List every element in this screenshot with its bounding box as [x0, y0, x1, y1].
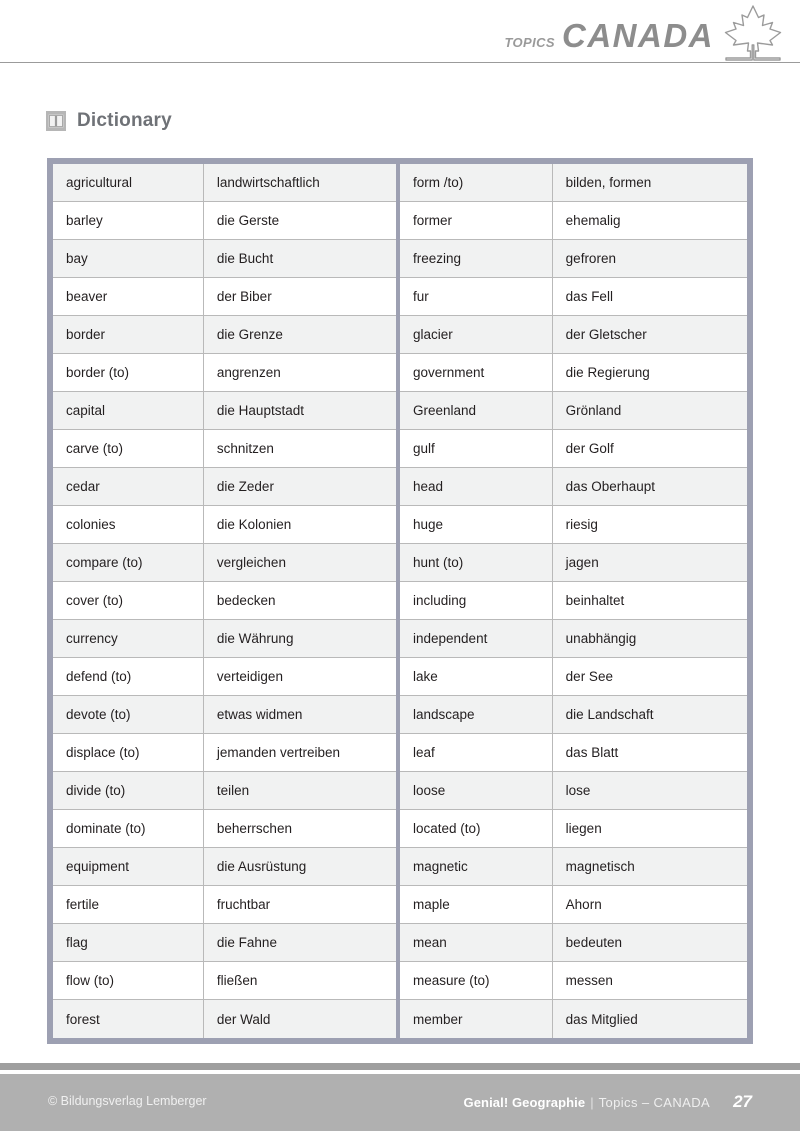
- dictionary-translation: ehemalig: [565, 213, 621, 228]
- dictionary-term: currency: [53, 620, 204, 657]
- footer-separator: |: [590, 1095, 594, 1110]
- dictionary-term: independent: [400, 620, 553, 657]
- header-country-label: CANADA: [562, 17, 714, 54]
- dictionary-row: [400, 430, 747, 468]
- dictionary-translation: bedecken: [216, 593, 276, 608]
- dictionary-term: member: [400, 1000, 553, 1038]
- dictionary-term: including: [400, 582, 553, 619]
- dictionary-term: cedar: [53, 468, 204, 505]
- dictionary-translation: der Gletscher: [565, 327, 647, 342]
- dictionary-term: glacier: [400, 316, 553, 353]
- dictionary-row: [53, 506, 396, 544]
- dictionary-row: [400, 164, 747, 202]
- page-header: [0, 0, 800, 63]
- dictionary-translation: magnetisch: [565, 859, 635, 874]
- dictionary-term: divide (to): [53, 772, 204, 809]
- dictionary-translation: angrenzen: [216, 365, 281, 380]
- dictionary-term: colonies: [53, 506, 204, 543]
- dictionary-term: fertile: [53, 886, 204, 923]
- dictionary-table: [47, 158, 753, 1044]
- dictionary-term: forest: [53, 1000, 204, 1038]
- dictionary-row: [400, 468, 747, 506]
- dictionary-translation: die Kolonien: [216, 517, 292, 532]
- dictionary-row: [400, 734, 747, 772]
- dictionary-row: [400, 582, 747, 620]
- dictionary-term: measure (to): [400, 962, 553, 999]
- dictionary-term: lake: [400, 658, 553, 695]
- dictionary-row: [53, 886, 396, 924]
- dictionary-term: defend (to): [53, 658, 204, 695]
- dictionary-row: [53, 164, 396, 202]
- dictionary-row: [400, 506, 747, 544]
- dictionary-term: former: [400, 202, 553, 239]
- dictionary-term: fur: [400, 278, 553, 315]
- dictionary-term: magnetic: [400, 848, 553, 885]
- dictionary-row: [53, 430, 396, 468]
- header-brand: [504, 17, 714, 55]
- footer-copyright: © Bildungsverlag Lemberger: [48, 1094, 207, 1108]
- dictionary-term: barley: [53, 202, 204, 239]
- dictionary-translation: fließen: [216, 973, 258, 988]
- dictionary-translation: die Hauptstadt: [216, 403, 304, 418]
- dictionary-row: [53, 924, 396, 962]
- dictionary-translation: vergleichen: [216, 555, 286, 570]
- maple-leaf-icon: [722, 3, 784, 61]
- dictionary-translation: riesig: [565, 517, 598, 532]
- dictionary-term: flag: [53, 924, 204, 961]
- book-icon: [46, 111, 66, 131]
- dictionary-translation: gefroren: [565, 251, 616, 266]
- dictionary-term: dominate (to): [53, 810, 204, 847]
- dictionary-row: [53, 316, 396, 354]
- dictionary-row: [53, 658, 396, 696]
- dictionary-term: flow (to): [53, 962, 204, 999]
- header-topics-label: TOPICS: [504, 35, 555, 50]
- dictionary-row: [53, 468, 396, 506]
- dictionary-term: leaf: [400, 734, 553, 771]
- dictionary-translation: der Golf: [565, 441, 614, 456]
- dictionary-translation: Grönland: [565, 403, 622, 418]
- dictionary-row: [400, 848, 747, 886]
- dictionary-term: displace (to): [53, 734, 204, 771]
- dictionary-translation: etwas widmen: [216, 707, 303, 722]
- dictionary-translation: fruchtbar: [216, 897, 271, 912]
- dictionary-translation: das Mitglied: [565, 1011, 638, 1027]
- dictionary-row: [53, 696, 396, 734]
- dictionary-row: [400, 392, 747, 430]
- dictionary-translation: jagen: [565, 555, 599, 570]
- dictionary-row: [53, 848, 396, 886]
- dictionary-row: [53, 1000, 396, 1038]
- dictionary-translation: unabhängig: [565, 631, 637, 646]
- dictionary-row: [53, 354, 396, 392]
- dictionary-row: [400, 1000, 747, 1038]
- dictionary-column-left: [53, 164, 400, 1038]
- dictionary-row: [400, 354, 747, 392]
- dictionary-term: freezing: [400, 240, 553, 277]
- dictionary-row: [53, 392, 396, 430]
- dictionary-term: loose: [400, 772, 553, 809]
- dictionary-translation: beherrschen: [216, 821, 292, 836]
- dictionary-translation: die Währung: [216, 631, 294, 646]
- footer-series-title: Genial! Geographie: [463, 1095, 586, 1110]
- dictionary-translation: beinhaltet: [565, 593, 625, 608]
- dictionary-translation: Ahorn: [565, 897, 602, 912]
- dictionary-term: head: [400, 468, 553, 505]
- dictionary-row: [400, 924, 747, 962]
- dictionary-translation: lose: [565, 783, 591, 798]
- footer-top-bar: [0, 1063, 800, 1070]
- dictionary-row: [400, 202, 747, 240]
- dictionary-column-right: [400, 164, 747, 1038]
- dictionary-row: [53, 278, 396, 316]
- dictionary-term: compare (to): [53, 544, 204, 581]
- page-title: Dictionary: [77, 110, 172, 131]
- dictionary-term: equipment: [53, 848, 204, 885]
- dictionary-translation: bilden, formen: [565, 175, 652, 190]
- dictionary-translation: der Biber: [216, 289, 272, 304]
- dictionary-term: form /to): [400, 164, 553, 201]
- dictionary-row: [400, 316, 747, 354]
- dictionary-term: landscape: [400, 696, 553, 733]
- footer-meta: [463, 1092, 752, 1112]
- dictionary-translation: die Zeder: [216, 479, 274, 494]
- dictionary-row: [400, 810, 747, 848]
- dictionary-translation: bedeuten: [565, 935, 622, 950]
- section-header-dictionary: [46, 110, 172, 132]
- dictionary-translation: jemanden vertreiben: [216, 745, 340, 760]
- footer-subject: Topics – CANADA: [598, 1095, 711, 1110]
- dictionary-term: cover (to): [53, 582, 204, 619]
- dictionary-row: [400, 962, 747, 1000]
- dictionary-translation: das Oberhaupt: [565, 479, 655, 494]
- footer-page-number: 27: [733, 1092, 752, 1111]
- dictionary-translation: die Ausrüstung: [216, 859, 307, 874]
- dictionary-translation: die Landschaft: [565, 707, 654, 722]
- dictionary-term: huge: [400, 506, 553, 543]
- dictionary-row: [400, 696, 747, 734]
- dictionary-term: mean: [400, 924, 553, 961]
- dictionary-translation: landwirtschaftlich: [216, 175, 320, 190]
- dictionary-term: government: [400, 354, 553, 391]
- dictionary-row: [53, 240, 396, 278]
- dictionary-translation: schnitzen: [216, 441, 274, 456]
- dictionary-translation: die Fahne: [216, 935, 277, 950]
- dictionary-term: capital: [53, 392, 204, 429]
- dictionary-row: [400, 278, 747, 316]
- dictionary-term: carve (to): [53, 430, 204, 467]
- dictionary-row: [400, 544, 747, 582]
- dictionary-term: hunt (to): [400, 544, 553, 581]
- dictionary-term: beaver: [53, 278, 204, 315]
- dictionary-term: border: [53, 316, 204, 353]
- dictionary-row: [53, 582, 396, 620]
- dictionary-row: [53, 810, 396, 848]
- dictionary-term: border (to): [53, 354, 204, 391]
- header-divider: [0, 62, 800, 63]
- dictionary-term: located (to): [400, 810, 553, 847]
- dictionary-row: [53, 544, 396, 582]
- dictionary-row: [53, 962, 396, 1000]
- dictionary-translation: der Wald: [216, 1011, 271, 1027]
- dictionary-row: [400, 658, 747, 696]
- dictionary-row: [53, 202, 396, 240]
- dictionary-row: [53, 734, 396, 772]
- dictionary-translation: messen: [565, 973, 613, 988]
- dictionary-translation: die Bucht: [216, 251, 274, 266]
- dictionary-translation: der See: [565, 669, 613, 684]
- dictionary-row: [400, 240, 747, 278]
- dictionary-translation: die Regierung: [565, 365, 650, 380]
- dictionary-term: agricultural: [53, 164, 204, 201]
- dictionary-translation: verteidigen: [216, 669, 283, 684]
- dictionary-row: [400, 886, 747, 924]
- dictionary-term: Greenland: [400, 392, 553, 429]
- dictionary-translation: das Fell: [565, 289, 613, 304]
- dictionary-row: [53, 772, 396, 810]
- dictionary-term: gulf: [400, 430, 553, 467]
- dictionary-term: bay: [53, 240, 204, 277]
- dictionary-translation: liegen: [565, 821, 602, 836]
- dictionary-translation: die Gerste: [216, 213, 280, 228]
- dictionary-translation: das Blatt: [565, 745, 619, 760]
- dictionary-term: maple: [400, 886, 553, 923]
- dictionary-translation: teilen: [216, 783, 250, 798]
- dictionary-row: [400, 620, 747, 658]
- dictionary-translation: die Grenze: [216, 327, 283, 342]
- dictionary-term: devote (to): [53, 696, 204, 733]
- dictionary-row: [53, 620, 396, 658]
- dictionary-row: [400, 772, 747, 810]
